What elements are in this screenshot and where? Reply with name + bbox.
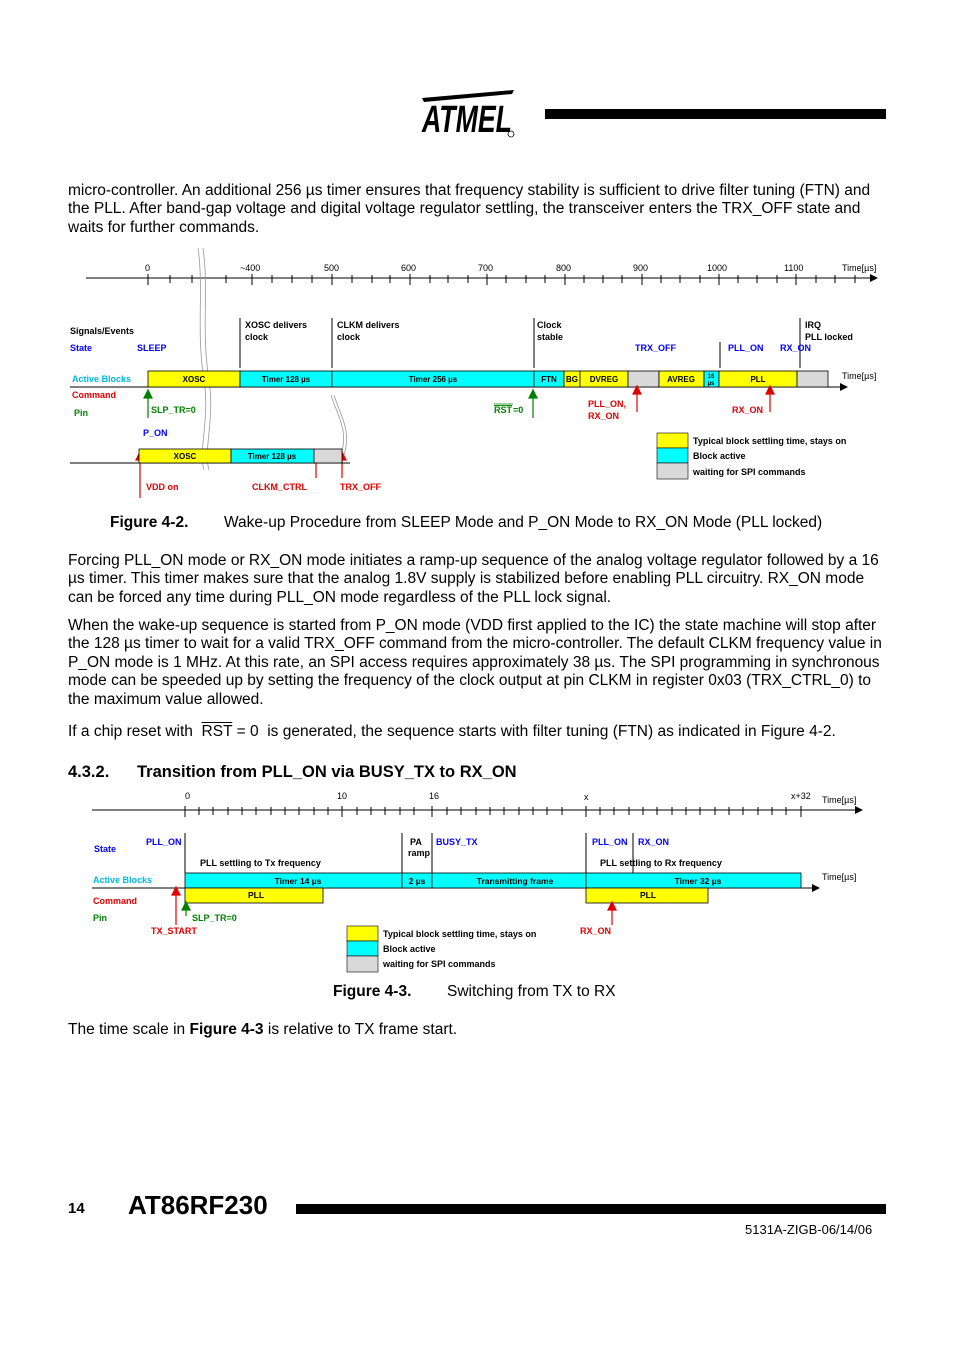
header-rule: [545, 109, 886, 119]
time-unit-top: Time[µs]: [822, 795, 857, 805]
block-timer-32: Timer 32 µs: [674, 876, 722, 886]
tick-x32: x+32: [791, 791, 811, 801]
tick-600: 600: [401, 263, 417, 273]
time-unit-top: Time[µs]: [842, 263, 877, 273]
event-clock: Clock: [537, 320, 562, 330]
block-timer-256: Timer 256 µs: [408, 375, 458, 384]
block-timer16-num: 16: [707, 374, 715, 380]
paragraph-time-scale: [68, 1021, 888, 1039]
block-pll-1: PLL: [247, 890, 265, 900]
paragraph-forcing: Forcing PLL_ON mode or RX_ON mode initiates a ramp-up sequence of the analog voltage regulator followed by a 16 µs timer. This timer makes sure that the analog 1.8V supply is stabilized before enabling PLL circuitry. RX_ON mode can be forced any time during PLL_ON mode regardless of the PLL lock signal.: [68, 552, 879, 606]
row-state: State: [70, 343, 93, 353]
tick-500: 500: [324, 263, 340, 273]
event-clkm-delivers: CLKM delivers: [337, 320, 400, 330]
paragraph-intro: micro-controller. An additional 256 µs timer ensures that frequency stability is sufficient to drive filter tuning (FTN) and the PLL. After band-gap voltage and digital voltage regulator settling, the transceiver enters the TRX_OFF state and waits for further commands.: [68, 182, 871, 236]
section-number: 4.3.2.: [68, 763, 110, 781]
block-avreg: AVREG: [667, 375, 695, 384]
cmd-rx-on-2: RX_ON: [732, 405, 764, 415]
state-sleep: SLEEP: [137, 343, 167, 353]
row-state: State: [94, 844, 117, 854]
cmd-clkm-ctrl: CLKM_CTRL: [252, 482, 307, 492]
legend-cyan: Block active: [693, 451, 746, 461]
block-dvreg: DVREG: [589, 375, 619, 384]
cmd-trx-off: TRX_OFF: [340, 482, 382, 492]
event-clock-2: clock: [337, 332, 361, 342]
state-trx-off: TRX_OFF: [635, 343, 677, 353]
cmd-rx-on: RX_ON: [588, 411, 620, 421]
tick-900: 900: [633, 263, 649, 273]
tick-800: 800: [556, 263, 572, 273]
event-clock-1: clock: [245, 332, 269, 342]
pin-slp-tr: SLP_TR=0: [151, 405, 196, 415]
legend-gray: waiting for SPI commands: [383, 959, 496, 969]
tick-1100: 1100: [784, 263, 804, 273]
legend-gray: waiting for SPI commands: [693, 467, 806, 477]
state-rx-on: RX_ON: [638, 837, 670, 847]
cmd-rx-on: RX_ON: [580, 926, 612, 936]
row-command: Command: [93, 896, 138, 906]
figure-4-2-diagram: [0, 250, 954, 500]
tick-16: 16: [429, 791, 440, 801]
event-pll-locked: PLL locked: [805, 332, 853, 342]
legend-cyan: Block active: [383, 944, 436, 954]
block-2us: 2 µs: [408, 876, 426, 886]
section-title: Transition from PLL_ON via BUSY_TX to RX_ON: [137, 763, 517, 781]
row-pin: Pin: [74, 408, 89, 418]
state-rx-on: RX_ON: [780, 343, 812, 353]
block-bg: BG: [566, 375, 578, 384]
time-unit-bar: Time[µs]: [822, 872, 857, 882]
cmd-pll-on: PLL_ON,: [588, 399, 627, 409]
time-unit-bar: Time[µs]: [842, 371, 877, 381]
state-ramp: ramp: [408, 848, 431, 858]
figure-4-3-caption: Switching from TX to RX: [447, 983, 616, 1000]
event-irq: IRQ: [805, 320, 822, 330]
atmel-logo: [418, 88, 516, 140]
logo-text: ATMEL: [421, 99, 512, 141]
pin-rst: RST: [494, 405, 512, 415]
legend-yellow: Typical block settling time, stays on: [693, 436, 847, 446]
block-transmitting: Transmitting frame: [476, 876, 554, 886]
row-active-blocks: Active Blocks: [72, 374, 132, 384]
footer-rule: [296, 1204, 886, 1214]
state-pll-on-2: PLL_ON: [592, 837, 628, 847]
note-pll-tx: PLL settling to Tx frequency: [200, 858, 321, 868]
event-stable: stable: [537, 332, 564, 342]
figure-4-3-label: Figure 4-3.: [333, 983, 412, 1000]
figure-4-3-diagram: [0, 785, 954, 975]
row-pin: Pin: [93, 913, 108, 923]
row-active-blocks: Active Blocks: [93, 875, 153, 885]
tick-10: 10: [337, 791, 348, 801]
block-pll: PLL: [750, 375, 766, 384]
legend-yellow: Typical block settling time, stays on: [383, 929, 537, 939]
reset-text-post: is generated, the sequence starts with filter tuning (FTN) as indicated in Figure 4-2.: [267, 723, 836, 740]
figure-4-2-label: Figure 4-2.: [110, 514, 189, 531]
block-timer-128: Timer 128 µs: [261, 375, 311, 384]
row-command: Command: [72, 390, 117, 400]
state-pa: PA: [410, 837, 422, 847]
row-signals-events: Signals/Events: [70, 326, 135, 336]
tick-700: 700: [478, 263, 494, 273]
figure-4-2-caption: Wake-up Procedure from SLEEP Mode and P_ON Mode to RX_ON Mode (PLL locked): [224, 514, 823, 531]
reset-signal: $\overline{RST}$: [201, 723, 233, 740]
reset-text-pre: If a chip reset with: [68, 723, 193, 740]
pin-vdd-on: VDD on: [146, 482, 179, 492]
doc-title: AT86RF230: [128, 1190, 268, 1220]
tick-400: ~400: [240, 263, 261, 273]
paragraph-wakeup: When the wake-up sequence is started from P_ON mode (VDD first applied to the IC) the state machine will stop after the 128 µs timer to wait for a valid TRX_OFF command from the micro-controller. The default CLKM frequency value in P_ON mode is 1 MHz. At this rate, an SPI access requires approximately 38 µs. The SPI programming in synchronous mode can be speeded up by setting the frequency of the clock output at pin CLKM in register 0x03 (TRX_CTRL_0) to the maximum value allowed.: [68, 617, 882, 708]
paragraph-reset: [68, 723, 888, 741]
state-p-on: P_ON: [143, 428, 168, 438]
block-xosc: XOSC: [182, 375, 206, 384]
tick-0: 0: [185, 791, 191, 801]
figure-ref[interactable]: Figure 4-3: [189, 1021, 264, 1038]
block-pll-2: PLL: [639, 890, 657, 900]
page-number: 14: [68, 1200, 85, 1217]
state-pll-on: PLL_ON: [728, 343, 764, 353]
time-scale-pre: The time scale in: [68, 1021, 186, 1038]
state-busy-tx: BUSY_TX: [436, 837, 478, 847]
block-timer-14: Timer 14 µs: [274, 876, 322, 886]
pin-slp-tr: SLP_TR=0: [192, 913, 237, 923]
block-timer16-unit: µs: [707, 381, 715, 387]
tick-x: x: [584, 792, 589, 802]
pin-rst-eq: =0: [513, 405, 524, 415]
state-pll-on: PLL_ON: [146, 837, 182, 847]
event-xosc-delivers: XOSC delivers: [245, 320, 308, 330]
reset-equals: = 0: [236, 723, 259, 740]
time-scale-post: is relative to TX frame start.: [267, 1021, 458, 1038]
tick-0: 0: [145, 263, 151, 273]
block-ftn: FTN: [541, 375, 557, 384]
pin-tx-start: TX_START: [151, 926, 197, 936]
doc-number: 5131A-ZIGB-06/14/06: [745, 1222, 873, 1237]
block-xosc-pon: XOSC: [173, 452, 197, 461]
block-timer128-pon: Timer 128 µs: [247, 452, 297, 461]
tick-1000: 1000: [707, 263, 728, 273]
note-pll-rx: PLL settling to Rx frequency: [600, 858, 722, 868]
